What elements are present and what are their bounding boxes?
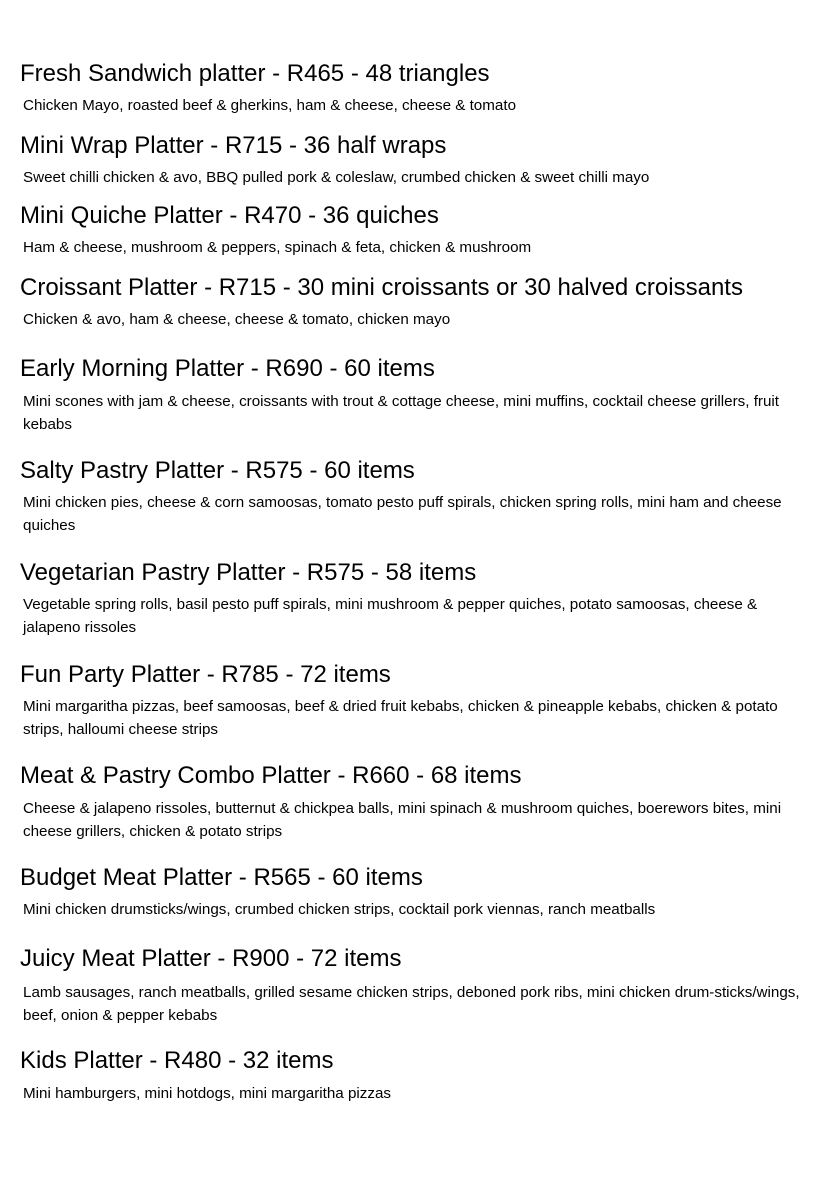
platter-description: Ham & cheese, mushroom & peppers, spinach & feta, chicken & mushroom xyxy=(23,239,532,256)
platter-title: Fresh Sandwich platter - R465 - 48 triangles xyxy=(20,60,490,87)
platter-description: Chicken Mayo, roasted beef & gherkins, ham & cheese, cheese & tomato xyxy=(23,97,517,114)
platter-title: Kids Platter - R480 - 32 items xyxy=(20,1047,334,1074)
platter-description: Vegetable spring rolls, basil pesto puff spirals, mini mushroom & pepper quiches, potato samoosas, cheese & jalapeno rissoles xyxy=(23,596,758,636)
platter-title: Budget Meat Platter - R565 - 60 items xyxy=(20,864,423,891)
platter-description: Mini hamburgers, mini hotdogs, mini margaritha pizzas xyxy=(23,1085,392,1102)
platter-title: Salty Pastry Platter - R575 - 60 items xyxy=(20,457,415,484)
platter-title: Fun Party Platter - R785 - 72 items xyxy=(20,661,391,688)
platter-title: Croissant Platter - R715 - 30 mini croissants or 30 halved croissants xyxy=(20,274,743,301)
platter-description: Mini margaritha pizzas, beef samoosas, beef & dried fruit kebabs, chicken & pineapple kebabs, chicken & potato strips, halloumi cheese strips xyxy=(23,698,778,738)
platter-title: Vegetarian Pastry Platter - R575 - 58 items xyxy=(20,559,477,586)
platter-description: Mini scones with jam & cheese, croissants with trout & cottage cheese, mini muffins, cocktail cheese grillers, fruit kebabs xyxy=(23,393,780,433)
platter-description: Mini chicken drumsticks/wings, crumbed chicken strips, cocktail pork viennas, ranch meatballs xyxy=(23,901,656,918)
platter-title: Early Morning Platter - R690 - 60 items xyxy=(20,355,435,382)
platter-description: Mini chicken pies, cheese & corn samoosas, tomato pesto puff spirals, chicken spring rolls, mini ham and cheese quiches xyxy=(23,494,782,534)
platter-description: Sweet chilli chicken & avo, BBQ pulled pork & coleslaw, crumbed chicken & sweet chilli mayo xyxy=(23,169,650,186)
platter-title: Mini Quiche Platter - R470 - 36 quiches xyxy=(20,202,439,229)
platter-description: Lamb sausages, ranch meatballs, grilled sesame chicken strips, deboned pork ribs, mini chicken drum-sticks/wings, beef, onion & pepper kebabs xyxy=(23,984,800,1024)
platter-title: Mini Wrap Platter - R715 - 36 half wraps xyxy=(20,132,447,159)
platter-title: Meat & Pastry Combo Platter - R660 - 68 items xyxy=(20,762,522,789)
platter-title: Juicy Meat Platter - R900 - 72 items xyxy=(20,945,402,972)
platter-description: Cheese & jalapeno rissoles, butternut & chickpea balls, mini spinach & mushroom quiches, boerewors bites, mini cheese grillers, chicken & potato strips xyxy=(23,800,782,840)
platter-description: Chicken & avo, ham & cheese, cheese & tomato, chicken mayo xyxy=(23,311,451,328)
